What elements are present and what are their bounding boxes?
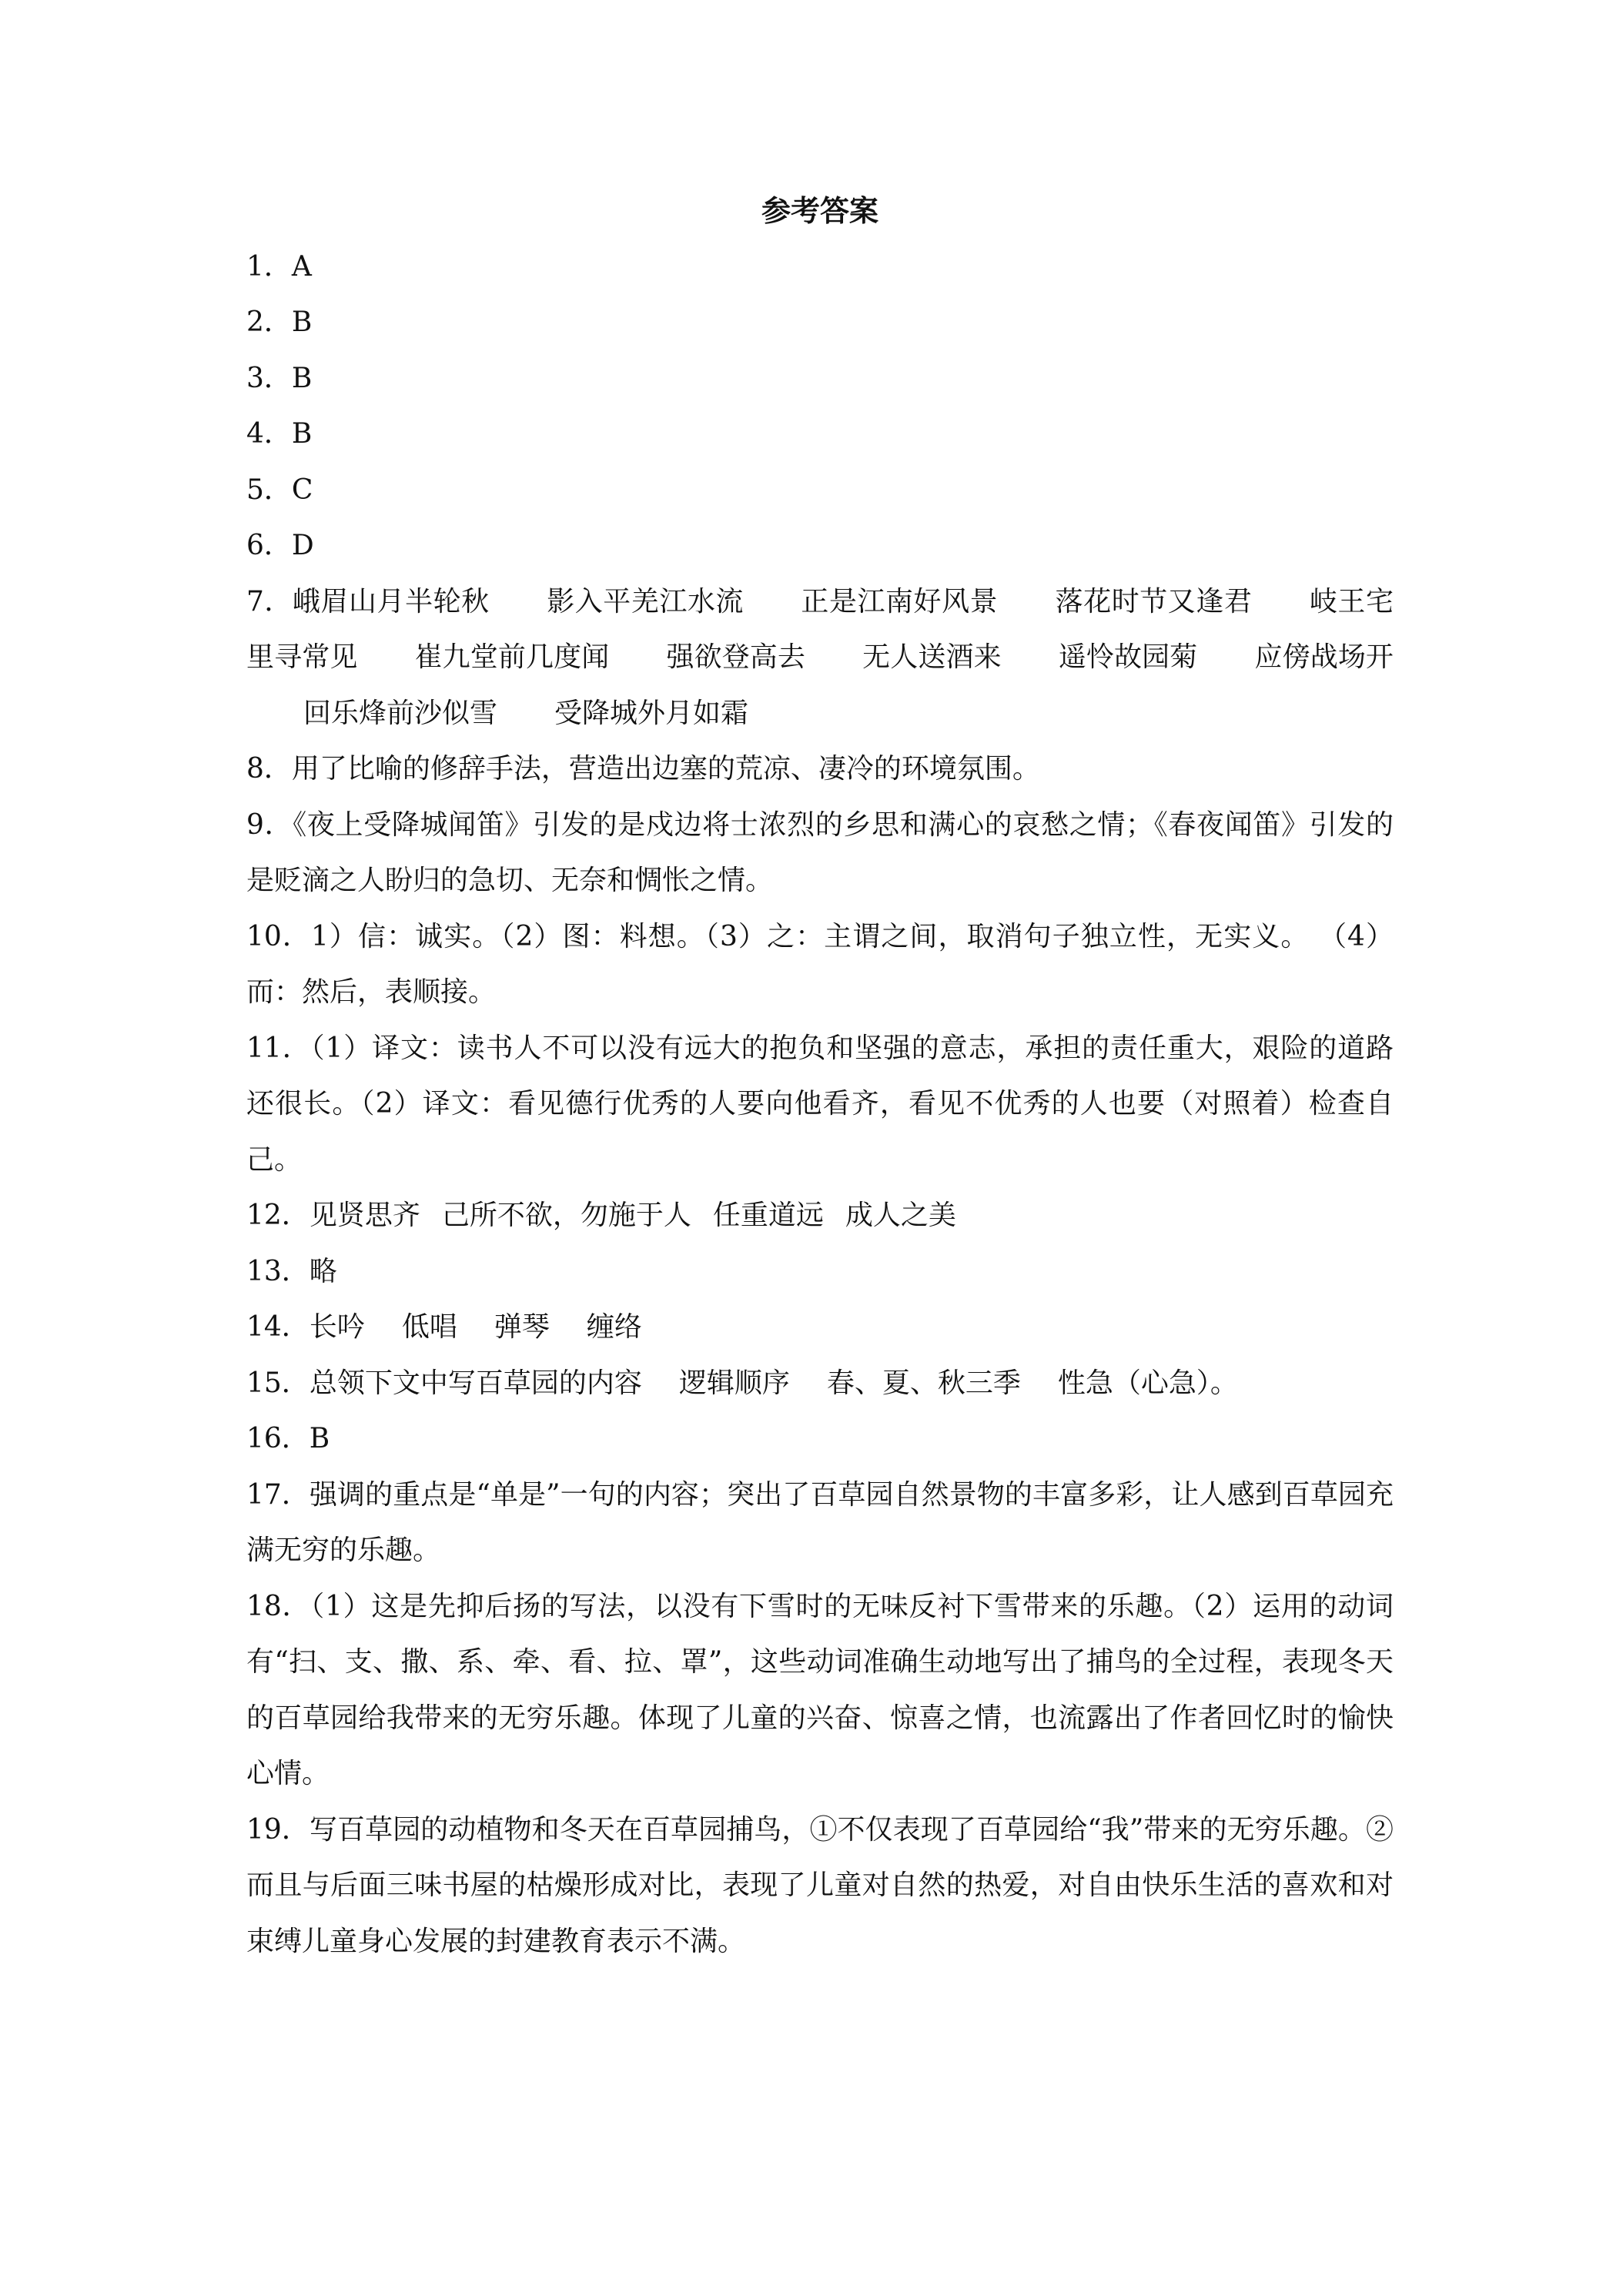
answer-number: 14． — [246, 1311, 310, 1343]
answer-phrase: 弹琴 — [494, 1311, 550, 1343]
answer-18: 18．（1）这是先抑后扬的写法，以没有下雪时的无味反衬下雪带来的乐趣。（2）运用的动词有“扫、支、撒、系、牵、看、拉、罩”，这些动词准确生动地写出了捕鸟的全过程，表现冬天的百草园给我带来的无穷乐趣。体现了儿童的兴奋、惊喜之情，也流露出了作者回忆时的愉快心情。 — [246, 1590, 1394, 1789]
answer-phrase: 低唱 — [401, 1311, 457, 1343]
poem-line: 强欲登高去 — [666, 641, 806, 673]
page-title: 参考答案 — [761, 193, 878, 228]
answer-2: 2．B — [246, 306, 313, 338]
answer-10: 10．1）信：诚实。（2）图：料想。（3）之：主谓之间，取消句子独立性，无实义。 （4）而：然后，表顺接。 — [246, 920, 1394, 1008]
poem-line: 应傍战场开 — [1254, 641, 1394, 673]
answer-4: 4．B — [246, 418, 313, 450]
answer-phrase: 春、夏、秋三季 — [826, 1367, 1021, 1399]
answer-16: 16．B — [246, 1423, 330, 1454]
answer-11: 11．（1）译文：读书人不可以没有远大的抱负和坚强的意志，承担的责任重大，艰险的道路还很长。（2）译文：看见德行优秀的人要向他看齐，看见不优秀的人也要（对照着）检查自己。 — [246, 1032, 1394, 1176]
answer-7 — [246, 574, 1394, 742]
poem-line: 岐王宅里寻常见 — [246, 585, 1394, 673]
answer-key-content — [246, 183, 1394, 1970]
answer-phrase: 性急（心急）。 — [1057, 1367, 1238, 1399]
poem-line: 无人送酒来 — [862, 641, 1002, 673]
answer-phrase: 长吟 — [309, 1311, 365, 1343]
answer-1: 1．A — [246, 250, 312, 283]
answer-19: 19．写百草园的动植物和冬天在百草园捕鸟，①不仅表现了百草园给“我”带来的无穷乐趣。②而且与后面三味书屋的枯燥形成对比，表现了儿童对自然的热爱，对自由快乐生活的喜欢和对束缚儿童身心发展的封建教育表示不满。 — [246, 1813, 1394, 1957]
answer-phrase: 缠络 — [586, 1311, 642, 1343]
poem-line: 遥怜故园菊 — [1058, 641, 1198, 673]
poem-line: 正是江南好风景 — [800, 585, 999, 618]
poem-line: 回乐烽前沙似雪 — [303, 697, 498, 729]
answer-phrase: 总领下文中写百草园的内容 — [309, 1367, 642, 1399]
answer-number: 7． — [246, 585, 293, 618]
answer-14 — [246, 1300, 1394, 1356]
poem-line: 影入平羌江水流 — [546, 585, 744, 618]
answer-phrase: 己所不欲，勿施于人 — [441, 1200, 691, 1231]
answer-6: 6．D — [246, 530, 314, 561]
poem-line: 落花时节又逢君 — [1055, 585, 1253, 618]
answer-5: 5．C — [246, 474, 313, 506]
answer-number: 15． — [246, 1367, 310, 1399]
answer-number: 12． — [246, 1200, 310, 1231]
answer-9: 9．《夜上受降城闻笛》引发的是戍边将士浓烈的乡思和满心的哀愁之情；《春夜闻笛》引发的是贬滴之人盼归的急切、无奈和惆怅之情。 — [246, 808, 1394, 896]
poem-line: 峨眉山月半轮秋 — [292, 585, 490, 618]
answer-12 — [246, 1188, 1394, 1244]
answer-phrase: 见贤思齐 — [309, 1200, 420, 1231]
answer-15 — [246, 1356, 1394, 1412]
answer-phrase: 逻辑顺序 — [678, 1367, 790, 1399]
poem-line: 崔九堂前几度闻 — [414, 641, 610, 673]
answer-3: 3．B — [246, 362, 313, 394]
answer-13: 13．略 — [246, 1255, 337, 1287]
answer-8: 8．用了比喻的修辞手法，营造出边塞的荒凉、凄冷的环境氛围。 — [246, 753, 1040, 785]
answer-phrase: 成人之美 — [845, 1200, 956, 1231]
answer-17: 17．强调的重点是“单是”一句的内容；突出了百草园自然景物的丰富多彩，让人感到百草园充满无穷的乐趣。 — [246, 1478, 1394, 1566]
answer-phrase: 任重道远 — [712, 1200, 824, 1231]
poem-line: 受降城外月如霜 — [554, 697, 749, 729]
